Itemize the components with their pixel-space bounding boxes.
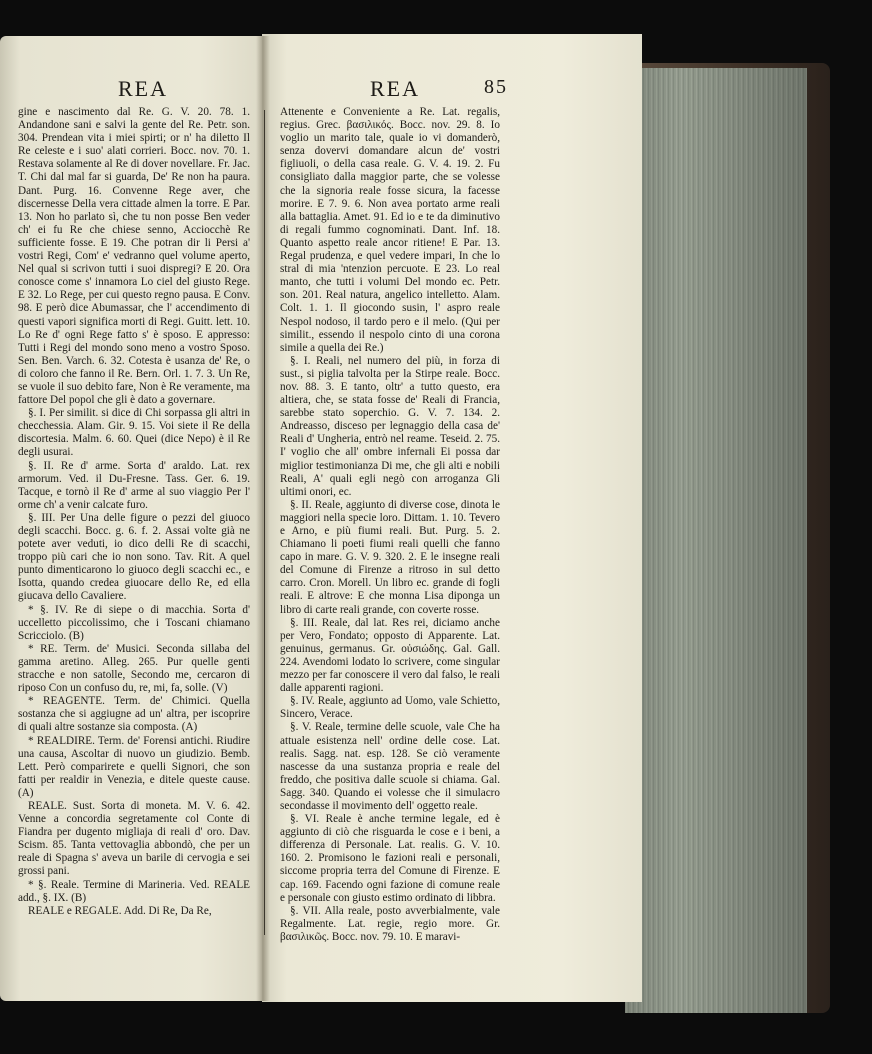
entry-paragraph: * RE. Term. de' Musici. Seconda sillaba del gamma aretino. Alleg. 265. Pur quelle genti stracche e non satolle, Secondo me, cercaron di riposo Con un confuso du, re, mi, fa, solle. (V)	[18, 642, 250, 695]
entry-paragraph: §. IV. Reale, aggiunto ad Uomo, vale Schietto, Sincero, Verace.	[280, 695, 500, 721]
entry-paragraph: §. II. Re d' arme. Sorta d' araldo. Lat. rex armorum. Ved. il Du-Fresne. Tass. Ger. 6. 19. Tacque, e tornò il Re d' arme al suo viaggio Per l' orme ch' a venir calcate furo.	[18, 459, 250, 511]
running-head-left: REA	[118, 76, 168, 101]
page-edges	[625, 68, 807, 1013]
entry-paragraph: §. III. Reale, dal lat. Res rei, diciamo anche per Vero, Fondato; opposto di Apparente. Lat. genuinus, germanus. Gr. οὐσιώδης. Gal. Gall. 224. Avendomi lodato lo scrivere, come singular mezzo per far conoscere il vero dal falso, le reali dalle apparenti ragioni.	[280, 616, 500, 695]
entry-paragraph: §. VII. Alla reale, posto avverbialmente, vale Regalmente. Lat. regie, regio more. Gr. βασιλικῶς. Bocc. nov. 79. 10. E maravi-	[280, 904, 500, 943]
entry-paragraph: §. V. Reale, termine delle scuole, vale Che ha attuale esistenza nell' ordine delle cose. Lat. realis. Sagg. nat. esp. 128. Se ciò veramente nascesse da una sustanza propria e reale del freddo, che positiva dalle scuole si chiama. Gal. Sagg. 340. Quando ei volesse che il simulacro secondasse il movimento dell' oggetto reale.	[280, 721, 500, 812]
right-column	[280, 106, 500, 956]
entry-paragraph: REALE. Sust. Sorta di moneta. M. V. 6. 42. Venne a concordia segretamente col Conte di Fiandra per dugento migliaja di reali d' oro. Dav. Scism. 85. Tanta vettovaglia abbondò, che per un reale di Spagna s' aveva un barile di cervogia e sei grossi pani.	[18, 799, 250, 878]
entry-paragraph: Attenente e Conveniente a Re. Lat. regalis, regius. Grec. βασιλικός. Bocc. nov. 29. 8. Io voglio un marito tale, quale io vi domanderò, senza dovervi domandare alcun de' vostri figliuoli, o della casa reale. G. V. 4. 19. 2. Fu consigliato dalla maggior parte, che se volesse che la signoria reale fosse sicura, la facesse morire. E 7. 9. 6. Non avea portato arme reali alla battaglia. Amet. 91. Ed io e te da diminutivo di regali fummo cognominati. Dant. Inf. 18. Quanto aspetto reale ancor ritiene! E Par. 13. Regal prudenza, e quel vedere impari, In che lo stral di mia 'ntenzion percuote. E 23. Lo real manto, che tutti i volumi Del mondo ec. Petr. son. 201. Real natura, angelico intelletto. Alam. Colt. 1. 1. Il giocondo susin, l' aspro reale Nespol nodoso, il tardo pero e il melo. (Qui per similit., essendo il nespolo cinto di una corona simile a quella dei Re.)	[280, 106, 500, 354]
column-rule	[264, 110, 265, 935]
entry-paragraph: * REAGENTE. Term. de' Chimici. Quella sostanza che si aggiugne ad un' altra, per iscoprire di quali altre sostanze sia composta. (A)	[18, 695, 250, 734]
entry-paragraph: gine e nascimento dal Re. G. V. 20. 78. 1. Andandone sani e salvi la gente del Re. Petr. son. 304. Prendean vita i miei spirti; or n' ha diletto Il Re celeste e i suo' alati corrieri. Bocc. nov. 70. 1. Restava solamente al Re di dover novellare. Fr. Jac. T. Chi dal mal far si guarda, De' Re non ha paura. Dant. Purg. 16. Convenne Rege aver, che discernesse Della vera cittade almen la torre. E Par. 13. Non ho parlato sì, che tu non posse Ben veder ch' ei fu Re che chiese senno, Acciocchè Re sufficiente fosse. E 19. Che potran dir li Persi a' vostri Regi, Com' e' vedranno quel volume aperto, Nel qual si scrivon tutti i suoi dispregi? E 20. Ora conosce come s' innamora Lo ciel del giusto Rege. E 32. Lo Rege, per cui questo regno pausa. E Conv. 98. E però dice Abumassar, che l' accendimento di questi vapori significa morti di Regi. Guitt. lett. 10. Lo Re d' ogni Rege fatto s' è sposo. E appresso: Tutti i Regi del mondo sono meno a vostro Sposo. Sen. Ben. Varch. 6. 32. Cotesta è usanza de' Re, o di coloro che fanno il Re. Bern. Orl. 1. 7. 3. Un Re, se vuole il suo debito fare, Non è Re veramente, ma fattore Del popol che gli è dato a governare.	[18, 106, 250, 407]
entry-paragraph: §. II. Reale, aggiunto di diverse cose, dinota le maggiori nella specie loro. Dittam. 1. 10. Tevero e Arno, e più fiumi reali. But. Purg. 5. 2. Chiamano li poeti fiumi reali quelli che fanno capo in mare. G. V. 9. 320. 2. E le insegne reali del Comune di Firenze a ritroso in sul detto carro. Cron. Morell. Un libro ec. grande di fogli reali. E altrove: E che monna Lisa diponga un libro di carte reali grande, con coverte rosse.	[280, 498, 500, 616]
page-number: 85	[484, 76, 508, 98]
entry-paragraph: * §. Reale. Termine di Marineria. Ved. REALE add., §. IX. (B)	[18, 878, 250, 904]
running-head-right: REA	[370, 76, 420, 101]
entry-paragraph: * §. IV. Re di siepe o di macchia. Sorta d' uccelletto piccolissimo, che i Toscani chiamano Scricciolo. (B)	[18, 603, 250, 642]
open-book	[0, 28, 872, 1028]
book-gutter	[256, 36, 270, 1001]
entry-paragraph: §. I. Per similit. si dice di Chi sorpassa gli altri in checchessia. Alam. Gir. 9. 15. Voi siete il Re della discortesia. Malm. 6. 60. Quei (dice Nepo) è il Re degli usurai.	[18, 407, 250, 459]
entry-paragraph: §. VI. Reale è anche termine legale, ed è aggiunto di ciò che risguarda le cose e i beni, a differenza di Personale. Lat. realis. G. V. 10. 160. 2. Promisono le fazioni reali e personali, siccome propria terra del Comune di Firenze. E cap. 169. Facendo ogni fazione di comune reale e personale con giusto estimo ordinato di libbra.	[280, 813, 500, 904]
entry-paragraph: §. I. Reali, nel numero del più, in forza di sust., si piglia talvolta per la Stirpe reale. Bocc. nov. 88. 3. E tanto, oltr' a tutto questo, era altiera, che, se stata fosse de' Reali di Francia, sarebbe stato soperchio. G. V. 7. 134. 2. Andreasso, disceso per legnaggio della casa de' Reali d' Ungheria, entrò nel reame. Teseid. 2. 75. I' voglio che all' ombre infernali Ei possa dar miglior testimonianza Di me, che gli alti e nobili Reali, A' quali egli negò con arroganza Gli ultimi onori, ec.	[280, 354, 500, 498]
entry-paragraph: REALE e REGALE. Add. Di Re, Da Re,	[28, 904, 212, 917]
entry-paragraph: §. III. Per Una delle figure o pezzi del giuoco degli scacchi. Bocc. g. 6. f. 2. Assai volte già ne potete aver veduti, io dico delli Re di scacchi, troppo più cari che io non sono. Tav. Rit. A quel punto dimenticarono lo giuoco degli scacchi ec., e Isotta, quando credea giuocare dello Re, ed ella giucava dello Cavaliere.	[18, 511, 250, 603]
entry-paragraph: * REALDIRE. Term. de' Forensi antichi. Riudire una causa, Ascoltar di nuovo un giudizio. Bemb. Lett. Però comparirete e quelli Signori, che son fatti per realdir in Venezia, e ditele queste cause. (A)	[18, 734, 250, 799]
left-column	[18, 106, 250, 956]
